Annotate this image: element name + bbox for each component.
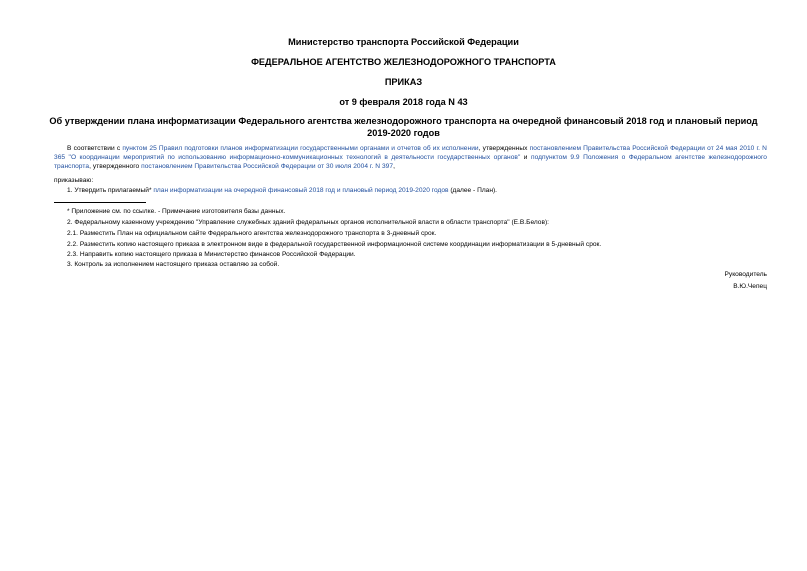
intro-text-1: В соответствии с	[67, 145, 123, 152]
order-item-1	[54, 186, 767, 195]
link-informatization-plan[interactable]: план информатизации на очередной финансовый 2018 год и плановый период 2019-2020 годов	[153, 187, 449, 194]
intro-text-5: ,	[393, 163, 395, 170]
signature-role: Руководитель	[724, 271, 767, 278]
link-resolution-365[interactable]: постановлением Правительства Российской Федерации от 24 мая 2010 г. N 365 "О координации мероприятий по использованию информационно-коммуникационных технологий в деятельности государственных органов"	[54, 145, 767, 161]
ministry-heading: Министерство транспорта Российской Федерации	[288, 37, 519, 47]
intro-text-3: и	[520, 154, 531, 161]
intro-text-2: , утвержденных	[478, 145, 530, 152]
order-item-2-3: 2.3. Направить копию настоящего приказа в Министерство финансов Российской Федерации.	[67, 251, 356, 258]
intro-text-4: , утвержденного	[89, 163, 142, 170]
order-item-2-1: 2.1. Разместить План на официальном сайте Федерального агентства железнодорожного транспорта в 3-дневный срок.	[67, 230, 437, 237]
intro-paragraph	[54, 144, 767, 171]
ordered-word: приказываю:	[54, 177, 94, 184]
item1-suffix: (далее - План).	[448, 187, 498, 194]
document-title: Об утверждении плана информатизации Федерального агентства железнодорожного транспорта на очередной финансовый 2018 год и плановый период 2019-2020 годов	[49, 116, 758, 138]
order-item-2-2: 2.2. Разместить копию настоящего приказа в электронном виде в федеральной государственной информационной системе координации информатизации в 5-дневный срок.	[67, 241, 602, 248]
order-item-3: 3. Контроль за исполнением настоящего приказа оставляю за собой.	[67, 261, 280, 268]
order-date-number: от 9 февраля 2018 года N 43	[339, 97, 468, 107]
footnote-text: * Приложение см. по ссылке. - Примечание изготовителя базы данных.	[67, 208, 286, 215]
signature-name: В.Ю.Чепец	[733, 283, 767, 290]
link-rules-item-25[interactable]: пунктом 25 Правил подготовки планов информатизации государственными органами и отчетов об их исполнении	[122, 145, 479, 152]
link-subitem-9-9[interactable]: подпунктом 9.9 Положения о Федеральном агентстве железнодорожного транспорта	[54, 154, 768, 170]
footnote-divider	[54, 202, 146, 203]
link-resolution-397[interactable]: постановлением Правительства Российской Федерации от 30 июля 2004 г. N 397	[141, 163, 394, 170]
order-heading: ПРИКАЗ	[384, 77, 423, 87]
order-item-2: 2. Федеральному казенному учреждению "Управление служебных зданий федеральных органов исполнительной власти в области транспорта" (Е.В.Белов):	[67, 219, 550, 226]
item1-prefix: 1. Утвердить прилагаемый*	[67, 187, 154, 194]
agency-heading: ФЕДЕРАЛЬНОЕ АГЕНТСТВО ЖЕЛЕЗНОДОРОЖНОГО ТРАНСПОРТА	[251, 57, 556, 67]
document-page	[40, 0, 767, 571]
